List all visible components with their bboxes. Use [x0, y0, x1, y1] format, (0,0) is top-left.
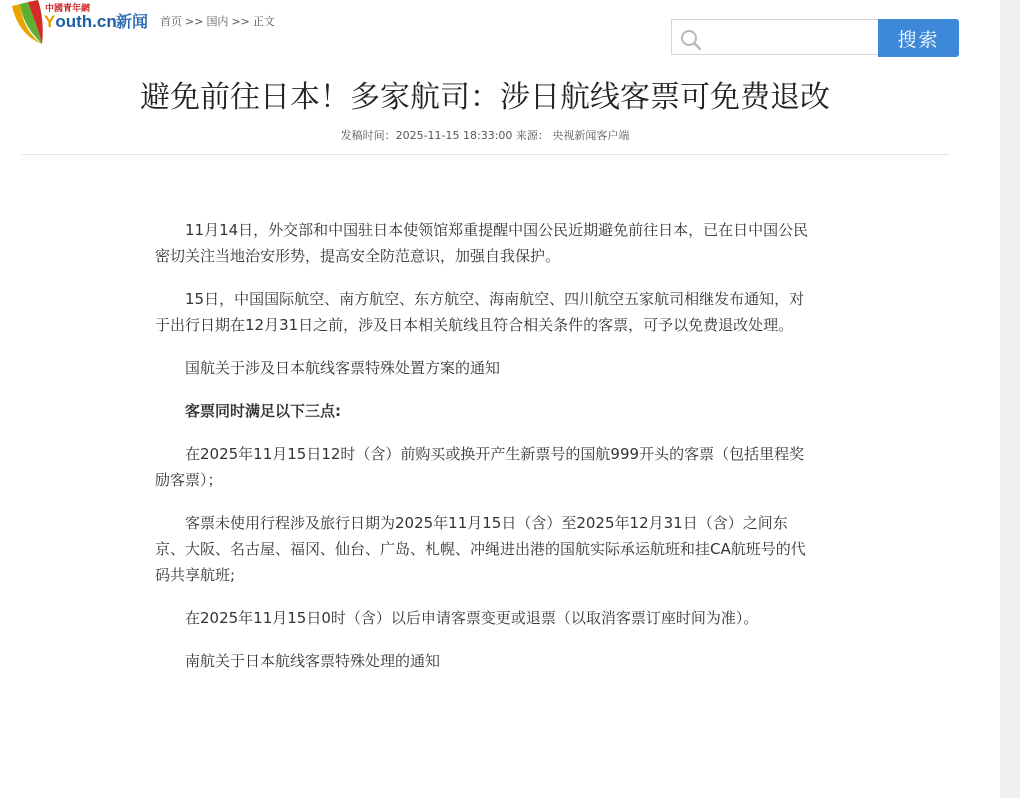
- article-paragraph: 在2025年11月15日12时（含）前购买或换开产生新票号的国航999开头的客票（包括里程奖励客票）；: [155, 445, 805, 489]
- breadcrumb: [160, 13, 275, 29]
- scrollbar-track[interactable]: [1000, 0, 1020, 798]
- breadcrumb-domestic[interactable]: 国内: [206, 15, 229, 28]
- search-box: [671, 19, 878, 55]
- logo-caption: 中國青年網: [45, 4, 91, 14]
- article-paragraph: 11月14日，外交部和中国驻日本使领馆郑重提醒中国公民近期避免前往日本，已在日中国公民密切关注当地治安形势，提高安全防范意识，加强自我保护。: [155, 221, 809, 265]
- search-input[interactable]: [708, 24, 872, 52]
- channel-link[interactable]: 新闻: [116, 12, 149, 31]
- article-title: 避免前往日本！多家航司：涉日航线客票可免费退改: [140, 80, 830, 115]
- search-button[interactable]: 搜索: [878, 19, 959, 57]
- site-logo[interactable]: [8, 0, 117, 46]
- article-paragraph: 客票未使用行程涉及旅行日期为2025年11月15日（含）至2025年12月31日（含）之间东京、大阪、名古屋、福冈、仙台、广岛、札幌、冲绳进出港的国航实际承运航班和挂CA航班号的代码共享航班;: [155, 514, 806, 584]
- breadcrumb-separator: >>: [231, 15, 250, 28]
- logo-leaf-icon: [8, 0, 48, 46]
- breadcrumb-current: 正文: [252, 15, 275, 28]
- logo-text: Youth.cn: [44, 12, 117, 31]
- article-paragraph: 15日，中国国际航空、南方航空、东方航空、海南航空、四川航空五家航司相继发布通知，对于出行日期在12月31日之前，涉及日本相关航线且符合相关条件的客票，可予以免费退改处理。: [155, 290, 805, 334]
- divider: [22, 154, 949, 155]
- article-meta: 发稿时间：2025-11-15 18:33:00 来源： 央视新闻客户端: [340, 129, 630, 142]
- article-body: [155, 217, 810, 691]
- article-paragraph: 国航关于涉及日本航线客票特殊处置方案的通知: [185, 359, 501, 377]
- breadcrumb-home[interactable]: 首页: [160, 15, 182, 28]
- article-paragraph: 在2025年11月15日0时（含）以后申请客票变更或退票（以取消客票订座时间为准）。: [185, 609, 759, 627]
- breadcrumb-separator: >>: [185, 15, 204, 28]
- article-paragraph: 南航关于日本航线客票特殊处理的通知: [185, 652, 441, 670]
- article-subheading: 客票同时满足以下三点:: [185, 402, 341, 420]
- search-icon: [679, 28, 703, 52]
